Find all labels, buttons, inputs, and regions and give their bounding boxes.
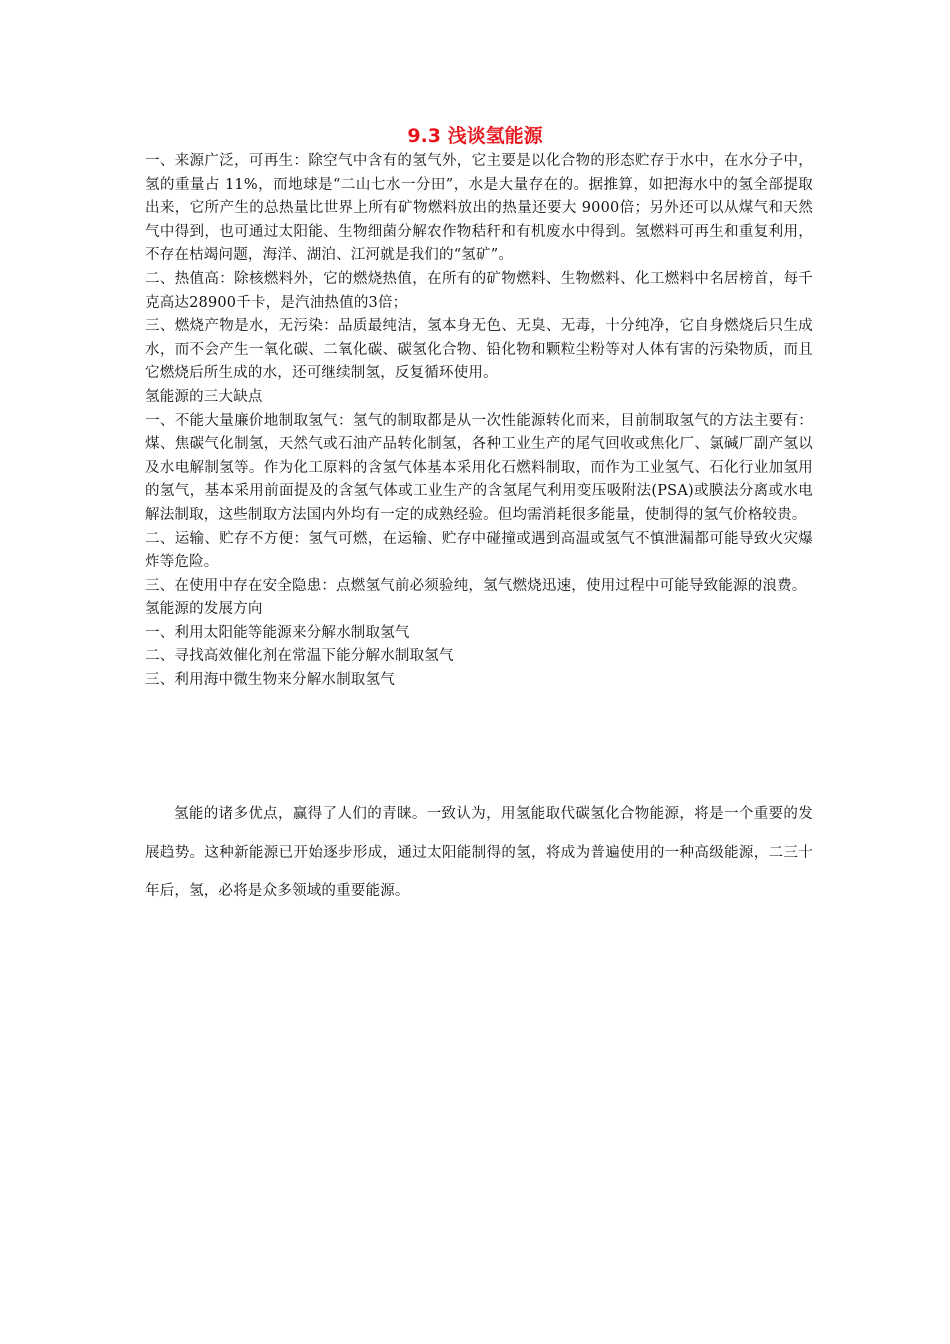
document-title: 9.3 浅谈氢能源	[407, 125, 543, 147]
paragraph-safety: 三、在使用中存在安全隐患：点燃氢气前必须验纯，氢气燃烧迅速，使用过程中可能导致能源的浪费。	[145, 577, 807, 594]
paragraph-source: 一、来源广泛，可再生：除空气中含有的氢气外，它主要是以化合物的形态贮存于水中，在水分子中，氢的重量占 11%，而地球是“二山七水一分田”，水是大量存在的。据推算，如把海水中的氢全部提取出来，它所产生的总热量比世界上所有矿物燃料放出的热量还要大 9000倍；另外还可以从煤气和天然气中得到，也可通过太阳能、生物细菌分解农作物秸秆和有机废水中得到。氢燃料可再生和重复利用，不存在枯竭问题，海洋、湖泊、江河就是我们的“氢矿”。	[145, 153, 813, 264]
paragraph-production: 一、不能大量廉价地制取氢气：氢气的制取都是从一次性能源转化而来，目前制取氢气的方法主要有：煤、焦碳气化制氢，天然气或石油产品转化制氢，各种工业生产的尾气回收或焦化厂、氯碱厂副产氢以及水电解制氢等。作为化工原料的含氢气体基本采用化石燃料制取，而作为工业氢气、石化行业加氢用的氢气，基本采用前面提及的含氢气体或工业生产的含氢尾气利用变压吸附法(PSA)或膜法分离或水电解法制取，这些制取方法国内外均有一定的成熟经验。但均需消耗很多能量，使制得的氢气价格较贵。	[145, 412, 813, 523]
list-item-solar: 一、利用太阳能等能源来分解水制取氢气	[145, 624, 410, 641]
list-item-microbe: 三、利用海中微生物来分解水制取氢气	[145, 672, 395, 689]
closing-paragraph: 氢能的诸多优点，赢得了人们的青睐。一致认为，用氢能取代碳氢化合物能源，将是一个重要的发展趋势。这种新能源已开始逐步形成，通过太阳能制得的氢，将成为普遍使用的一种高级能源，二三十年后，氢，必将是众多领域的重要能源。	[145, 806, 813, 899]
section-heading-development: 氢能源的发展方向	[145, 601, 263, 618]
paragraph-transport: 二、运输、贮存不方便：氢气可燃，在运输、贮存中碰撞或遇到高温或氢气不慎泄漏都可能导致火灾爆炸等危险。	[145, 530, 813, 571]
paragraph-combustion: 三、燃烧产物是水，无污染：品质最纯洁，氢本身无色、无臭、无毒，十分纯净，它自身燃烧后只生成水，而不会产生一氧化碳、二氧化碳、碳氢化合物、铅化物和颗粒尘粉等对人体有害的污染物质，而且它燃烧后所生成的水，还可继续制氢，反复循环使用。	[145, 318, 813, 382]
document-body	[145, 150, 813, 693]
section-heading-drawbacks: 氢能源的三大缺点	[145, 388, 263, 405]
paragraph-heat-value: 二、热值高：除核燃料外，它的燃烧热值，在所有的矿物燃料、生物燃料、化工燃料中名居榜首，每千克高达28900千卡，是汽油热值的3倍；	[145, 270, 813, 311]
list-item-catalyst: 二、寻找高效催化剂在常温下能分解水制取氢气	[145, 648, 454, 665]
